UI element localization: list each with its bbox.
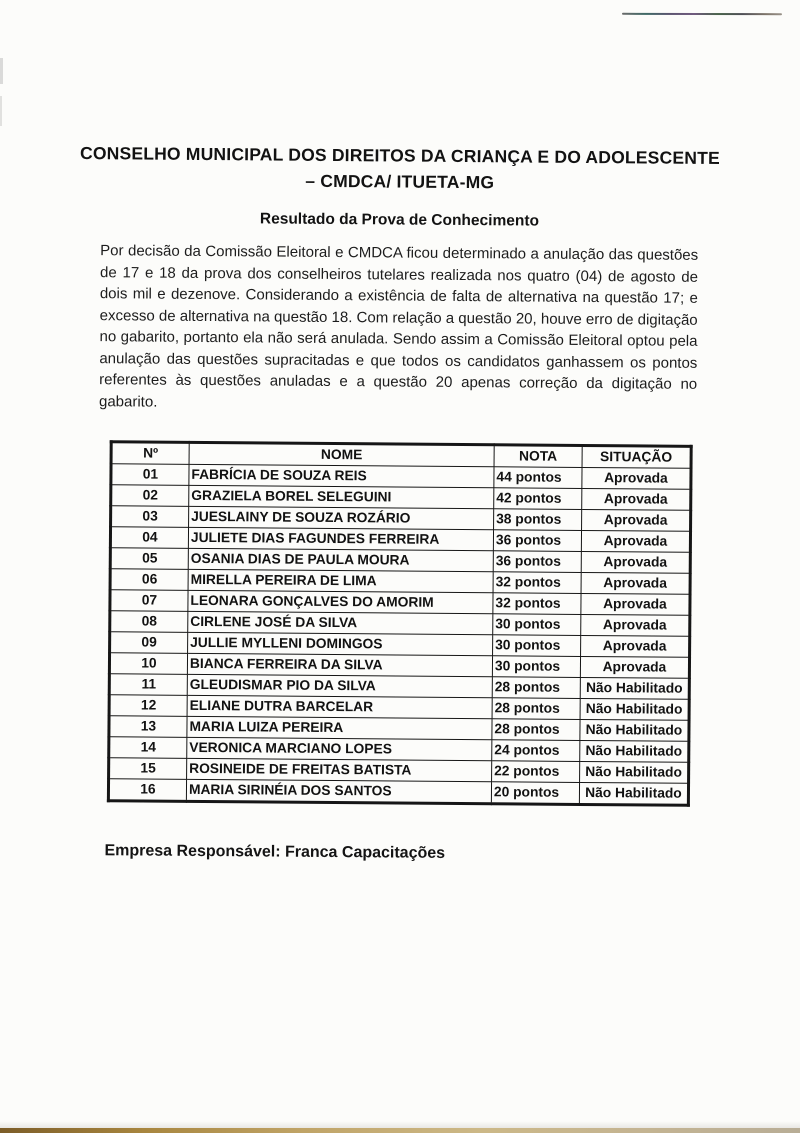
cell-nota: 30 pontos [493,614,581,636]
cell-nome: JUESLAINY DE SOUZA ROZÁRIO [189,506,494,529]
cell-num: 02 [111,485,189,507]
cell-num: 03 [111,506,189,528]
cell-nome: ROSINEIDE DE FREITAS BATISTA [187,758,492,781]
cell-nota: 32 pontos [493,572,581,594]
cell-situacao: Aprovada [581,530,690,552]
cell-nome: ELIANE DUTRA BARCELAR [187,695,492,718]
cell-num: 10 [109,653,187,675]
cell-nome: MIRELLA PEREIRA DE LIMA [188,569,493,592]
cell-situacao: Não Habilitado [580,761,689,783]
cell-num: 01 [111,464,189,486]
cell-situacao: Não Habilitado [580,698,689,720]
header-cell-nota: NOTA [494,445,582,468]
cell-nome: LEONARA GONÇALVES DO AMORIM [188,590,493,613]
cell-nome: MARIA LUIZA PEREIRA [187,716,492,739]
cell-num: 12 [109,695,187,717]
cell-nota: 38 pontos [494,509,582,531]
cell-num: 06 [110,569,188,591]
cell-nota: 36 pontos [493,551,581,573]
cell-situacao: Aprovada [581,572,690,594]
scan-edge-bottom [0,1128,800,1133]
cell-nota: 30 pontos [492,656,580,678]
cell-nome: JULIETE DIAS FAGUNDES FERREIRA [188,527,493,550]
header-cell-num: Nº [111,442,189,465]
cell-situacao: Aprovada [582,509,691,531]
cell-num: 13 [109,716,187,738]
cell-nota: 42 pontos [494,488,582,510]
results-table [107,440,693,807]
responsible-company-line: Empresa Responsável: Franca Capacitações [104,842,446,862]
cell-situacao: Aprovada [581,551,690,573]
results-table-body [108,464,691,806]
cell-nota: 32 pontos [493,593,581,615]
cell-situacao: Aprovada [582,488,691,510]
cell-num: 15 [109,758,187,780]
cell-num: 05 [110,548,188,570]
cell-situacao: Aprovada [581,614,690,636]
cell-num: 04 [110,527,188,549]
header-cell-nome: NOME [189,442,494,466]
cell-nome: CIRLENE JOSÉ DA SILVA [188,611,493,634]
cell-nome: GRAZIELA BOREL SELEGUINI [189,485,494,508]
cell-nota: 44 pontos [494,467,582,489]
cell-num: 08 [110,611,188,633]
cell-nota: 24 pontos [492,740,580,762]
cell-nome: FABRÍCIA DE SOUZA REIS [189,464,494,487]
cell-situacao: Não Habilitado [580,719,689,741]
cell-nota: 28 pontos [492,698,580,720]
cell-nota: 20 pontos [491,782,579,805]
cell-situacao: Não Habilitado [579,782,688,805]
cell-situacao: Não Habilitado [580,740,689,762]
header-cell-situacao: SITUAÇÃO [582,445,691,468]
cell-nota: 36 pontos [493,530,581,552]
cell-num: 14 [109,737,187,759]
cell-num: 11 [109,674,187,696]
cell-nome: BIANCA FERREIRA DA SILVA [187,653,492,676]
cell-situacao: Aprovada [582,467,691,489]
cell-situacao: Não Habilitado [580,677,689,699]
cell-nome: OSANIA DIAS DE PAULA MOURA [188,548,493,571]
cell-num: 16 [108,779,186,802]
intro-paragraph: Por decisão da Comissão Eleitoral e CMDCA ficou determinado a anulação das questões de 17 e 18 da prova dos conselheiros tutelares realizada nos quatro (04) de agosto de dois mil e dezenove. Considerando a existência de falta de alternativa na questão 17; e excesso de alternativa na questão 18. Com relação a questão 20, houve erro de digitação no gabarito, portanto ela não será anulada. Sendo assim a Comissão Eleitoral optou pela anulação das questões supracitadas e que todos os candidatos ganhassem os pontos referentes às questões anuladas e a questão 20 apenas correção da digitação no gabarito. [98,242,699,411]
cell-situacao: Aprovada [581,635,690,657]
cell-nome: MARIA SIRINÉIA DOS SANTOS [186,779,491,803]
cell-nome: VERONICA MARCIANO LOPES [187,737,492,760]
cell-num: 09 [110,632,188,654]
cell-situacao: Aprovada [580,656,689,678]
document-title: CONSELHO MUNICIPAL DOS DIREITOS DA CRIANÇA E DO ADOLESCENTE – CMDCA/ ITUETA-MG [79,143,720,193]
cell-nome: JULLIE MYLLENI DOMINGOS [188,632,493,655]
cell-situacao: Aprovada [581,593,690,615]
cell-num: 07 [110,590,188,612]
cell-nota: 22 pontos [492,761,580,783]
cell-nota: 30 pontos [493,635,581,657]
table-row [108,779,688,806]
cell-nota: 28 pontos [492,677,580,699]
cell-nome: GLEUDISMAR PIO DA SILVA [187,674,492,697]
document-subtitle: Resultado da Prova de Conhecimento [259,210,540,230]
cell-nota: 28 pontos [492,719,580,741]
scan-edge-shadow [0,1121,800,1128]
